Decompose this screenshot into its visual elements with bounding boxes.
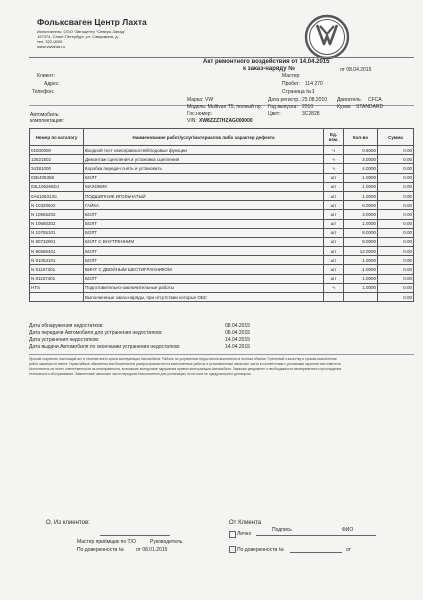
col-header-qty: Кол-во	[344, 129, 378, 146]
table-row	[30, 182, 414, 191]
cell-qty: 1.0000	[344, 173, 378, 182]
cell-name: БОЛТ	[84, 219, 324, 228]
table-row	[30, 201, 414, 210]
client-label: Клиент:	[37, 73, 55, 79]
table-row	[30, 293, 414, 302]
document-title: Акт ремонтного воздействия от 14.04.2015	[203, 59, 330, 65]
model-label: Марка:	[187, 97, 204, 103]
cell-unit: шт	[324, 265, 344, 274]
date-handover-label: Дата передачи Автомобиля для устранения недостатков:	[29, 330, 163, 336]
table-row	[30, 247, 414, 256]
legal-p1: Просим сохранять настоящий акт в течение всего срока эксплуатации Автомобиля. Работы по устранению недостатков выполнены в полном объеме. Претензий к качеству и срокам выполнения	[29, 357, 337, 361]
cell-sum: 0.00	[378, 256, 414, 265]
table-row	[30, 210, 414, 219]
cell-unit: шт	[324, 201, 344, 210]
client-proxy-label: По доверенности №	[237, 547, 285, 553]
cell-qty: 3.0000	[344, 155, 378, 164]
table-row	[30, 228, 414, 237]
cell-unit: шт	[324, 210, 344, 219]
order-date: от 08.04.2015	[340, 67, 372, 73]
engine-value: CFCA	[368, 97, 382, 103]
cell-name: БОЛТ	[84, 256, 324, 265]
body-value: STANDARD	[356, 104, 384, 110]
cell-catalog: N 10320502	[30, 201, 84, 210]
client-signature-line	[256, 535, 376, 536]
cell-sum: 0.00	[378, 146, 414, 155]
cell-catalog: HTS	[30, 283, 84, 292]
cell-qty: 6.0000	[344, 201, 378, 210]
table-row	[30, 265, 414, 274]
date-detect-label: Дата обнаружения недостатков:	[29, 323, 104, 329]
date-return-label: Дата выдачи Автомобиля по окончании устранения недостатков:	[29, 344, 181, 350]
cell-sum: 0.00	[378, 247, 414, 256]
cell-unit: шт	[324, 274, 344, 283]
col-header-sum: Сумма	[378, 129, 414, 146]
personally-label: Лично	[237, 531, 252, 537]
company-name: Фольксваген Центр Лахта	[37, 17, 147, 27]
cell-qty: 1.0000	[344, 256, 378, 265]
cell-name: БОЛТ	[84, 274, 324, 283]
address-label: Адрес:	[44, 81, 60, 87]
cell-name: БОЛТ С ВНУТРЕННИМ	[84, 237, 324, 246]
cell-catalog: N 91157401	[30, 274, 84, 283]
legal-text	[29, 357, 414, 377]
executor-sign-label: О. Из клиентов:	[46, 520, 90, 526]
cell-sum: 0.00	[378, 293, 414, 302]
name-caption: ФИО	[342, 527, 354, 533]
works-table	[29, 128, 414, 302]
color-value: 3C2828	[302, 111, 320, 117]
cell-sum: 0.00	[378, 164, 414, 173]
cell-sum: 0.00	[378, 155, 414, 164]
date-detect-value: 08.04.2015	[225, 323, 251, 329]
personally-checkbox[interactable]	[229, 531, 236, 538]
table-row	[30, 274, 414, 283]
cell-catalog: 13521502	[30, 155, 84, 164]
page-label: Страница №:	[282, 89, 313, 95]
cell-sum: 0.00	[378, 237, 414, 246]
manager-caption: Руководитель	[150, 539, 183, 545]
table-row	[30, 146, 414, 155]
cell-sum: 0.00	[378, 191, 414, 200]
cell-sum: 0.00	[378, 228, 414, 237]
year-value: 2010	[302, 104, 314, 110]
cell-unit: шт	[324, 247, 344, 256]
cell-unit: шт	[324, 173, 344, 182]
col-header-catalog: Номер по каталогу	[30, 129, 84, 146]
model-2: Модель: Multivan Т5, полный пр.	[187, 104, 263, 110]
cell-name: Демонтаж сцепления и установка сцепления	[84, 155, 324, 164]
cell-name: Входной тест неисправностей/Ходовые функции	[84, 146, 324, 155]
client-proxy-from: от	[346, 547, 351, 553]
cell-unit: шт	[324, 256, 344, 265]
cell-sum: 0.00	[378, 201, 414, 210]
table-row	[30, 155, 414, 164]
proxy-date: от 08.01.2015	[136, 547, 168, 553]
cell-unit	[324, 293, 344, 302]
cell-qty: 3.0000	[344, 210, 378, 219]
table-header-row	[30, 129, 414, 146]
date-return-value: 14.04.2015	[225, 344, 251, 350]
cell-sum: 0.00	[378, 274, 414, 283]
legal-p4: технического обслуживания. Замененные запасные части переданы Исполнителю для утилизации, если иное не предусмотрено договором.	[29, 372, 252, 376]
cell-name: ГАЙКА	[84, 201, 324, 210]
vin-label: VIN:	[187, 118, 197, 124]
body-label: Кузов:	[337, 104, 352, 110]
document-subtitle: к заказ-наряду №	[243, 66, 295, 72]
cell-unit: шт	[324, 182, 344, 191]
cell-unit: ч	[324, 146, 344, 155]
client-proxy-line	[290, 552, 342, 553]
master-label: Мастер:	[282, 73, 301, 79]
cell-name: БОЛТ	[84, 228, 324, 237]
cell-sum: 0.00	[378, 219, 414, 228]
cell-sum: 0.00	[378, 265, 414, 274]
cell-sum: 0.00	[378, 173, 414, 182]
cell-name: Подготовительно-заключительные работы	[84, 283, 324, 292]
cell-catalog: 03L105266DJ	[30, 182, 84, 191]
cell-unit: шт	[324, 228, 344, 237]
reg-date-value: 25.08.2010	[302, 97, 328, 103]
cell-name: БОЛТ	[84, 210, 324, 219]
cell-qty: 1.0000	[344, 182, 378, 191]
cell-sum: 0.00	[378, 182, 414, 191]
company-line-1: Исполнитель: ООО "Автоцентр "Северо-Запад"	[37, 29, 126, 34]
cell-qty: 8.0000	[344, 228, 378, 237]
table-row	[30, 283, 414, 292]
cell-catalog: 01500000	[30, 146, 84, 155]
cell-name: ВИНТ С ДВОЙНЫМ ШЕСТИГРАННИКОМ	[84, 265, 324, 274]
cell-qty: 1.0000	[344, 219, 378, 228]
cell-qty: 1.0000	[344, 283, 378, 292]
cell-catalog: N 10665202	[30, 210, 84, 219]
date-fixed-label: Дата устранения недостатков:	[29, 337, 100, 343]
table-row	[30, 237, 414, 246]
cell-catalog: 0A5105313C	[30, 191, 84, 200]
cell-catalog: N 91053101	[30, 256, 84, 265]
cell-catalog: N 90732901	[30, 237, 84, 246]
master-caption: Мастер приёмщик по Т/О	[77, 539, 136, 545]
page-value: 1	[312, 89, 315, 95]
cell-qty: 1.0000	[344, 274, 378, 283]
year-label: Год выпуска:	[268, 104, 298, 110]
client-sign-label: От Клиента	[229, 520, 262, 526]
proxy-label: По доверенности №	[77, 547, 125, 553]
header-rule	[29, 57, 414, 58]
cell-qty: 1.0000	[344, 191, 378, 200]
vehicle-label: Автомобиль:	[30, 112, 60, 118]
date-handover-value: 08.04.2015	[225, 330, 251, 336]
mileage-value: 114 270	[305, 81, 323, 87]
cell-qty: 4.0000	[344, 164, 378, 173]
proxy-checkbox[interactable]	[229, 546, 236, 553]
cell-qty: 8.0000	[344, 237, 378, 246]
company-line-4: www.vwlahta.ru	[37, 44, 65, 49]
color-label: Цвет:	[268, 111, 281, 117]
mileage-label: Пробег:	[282, 81, 300, 87]
cell-name: Коробка передач снять и установить	[84, 164, 324, 173]
legal-rule	[29, 354, 414, 355]
cell-catalog: 34391000	[30, 164, 84, 173]
cell-catalog: N 90586401	[30, 247, 84, 256]
cell-qty: 1.0000	[344, 265, 378, 274]
legal-p2: работ заказчик не имеет. Гарантийные обязательства Исполнителя распространяются на выполненные работы и установленные запасные части в соответствии с условиями гарантии изготовителя.	[29, 362, 342, 366]
cell-unit: ч	[324, 283, 344, 292]
cell-catalog: N 91157301	[30, 265, 84, 274]
table-row	[30, 173, 414, 182]
cell-unit: шт	[324, 191, 344, 200]
cell-name: БОЛТ	[84, 173, 324, 182]
company-line-2: 197374, Санкт-Петербург, ул. Савушкина, д.	[37, 34, 119, 39]
cell-qty: 12.0000	[344, 247, 378, 256]
executor-signature-line	[100, 535, 170, 536]
reg-date-label: Дата регистр.:	[268, 97, 301, 103]
cell-unit: ч	[324, 155, 344, 164]
cell-unit: ч	[324, 164, 344, 173]
signature-caption: Подпись	[272, 527, 292, 533]
table-row	[30, 256, 414, 265]
cell-catalog: N 10755101	[30, 228, 84, 237]
vw-logo-icon	[304, 14, 350, 60]
cell-sum: 0.00	[378, 283, 414, 292]
cell-catalog: 02E405359	[30, 173, 84, 182]
date-fixed-value: 14.04.2015	[225, 337, 251, 343]
col-header-unit: Ед. изм.	[324, 129, 344, 146]
table-row	[30, 219, 414, 228]
model-value: VW	[205, 97, 214, 103]
cell-name: БОЛТ	[84, 247, 324, 256]
equipment-label: комплектация:	[30, 118, 64, 124]
cell-name: ПОДШИПНИК ИГОЛЬЧАТЫЙ	[84, 191, 324, 200]
cell-unit: шт	[324, 237, 344, 246]
cell-qty	[344, 293, 378, 302]
cell-sum: 0.00	[378, 210, 414, 219]
cell-qty: 0.5000	[344, 146, 378, 155]
phone-label: Телефон:	[32, 89, 55, 95]
table-row	[30, 164, 414, 173]
legal-p3: Исполнитель не несет ответственности за неисправности, возникшие вследствие нарушения правил эксплуатации Автомобиля. Заказчик уведомлен о необходимости своевременного прохождения	[29, 367, 342, 371]
cell-name: МАХОВИК	[84, 182, 324, 191]
table-row	[30, 191, 414, 200]
engine-label: Двигатель:	[337, 97, 362, 103]
reg-label: Гос.номер:	[187, 111, 212, 117]
col-header-name: Наименование работ/услуг/материалов либо характер дефекта	[84, 129, 324, 146]
company-line-3: тел. 322-0000	[37, 39, 63, 44]
cell-catalog	[30, 293, 84, 302]
cell-unit: шт	[324, 219, 344, 228]
cell-name: Выполненные заказ-наряды, при отсутствии которых ОБС	[84, 293, 324, 302]
vin-value: XW8ZZZ7HZAG000000	[199, 118, 253, 124]
cell-catalog: N 10580302	[30, 219, 84, 228]
